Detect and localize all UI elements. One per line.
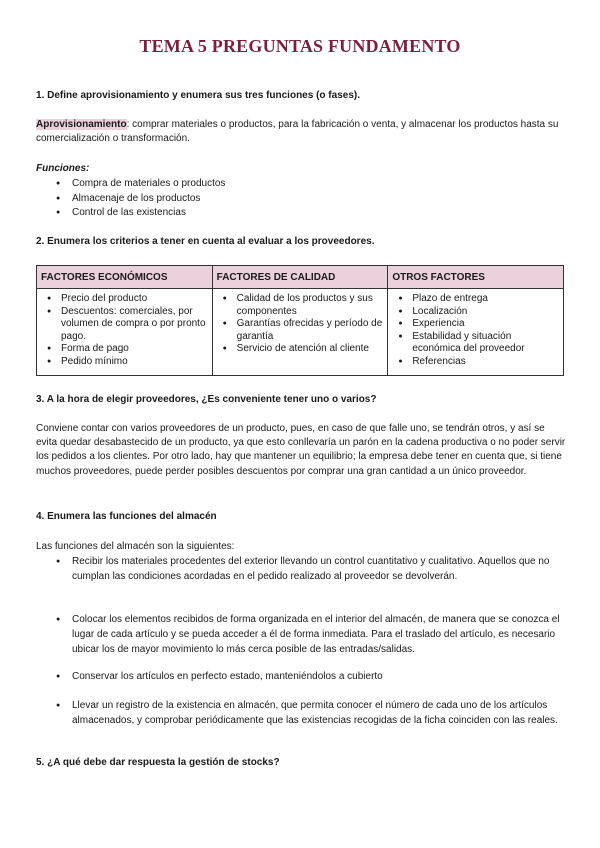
warehouse-functions-list: [56, 554, 561, 599]
warehouse-functions-list: [56, 669, 561, 684]
list-item: ● Descuentos: comerciales, por volumen de compra o por pronto pago.: [41, 306, 208, 344]
list-item: ● Calidad de los productos y sus componentes: [217, 293, 384, 318]
list-item: ● Referencias: [392, 356, 559, 369]
question-4: 4. Enumera las funciones del almacén: [36, 511, 217, 522]
definition-text: : comprar materiales o productos, para la fabricación o venta, y almacenar los productos hasta su comercialización o transformación.: [36, 119, 559, 145]
table-cell: [388, 289, 564, 376]
list-item: ● Forma de pago: [41, 343, 208, 356]
list-item: ● Conservar los artículos en perfecto estado, manteniéndolos a cubierto: [56, 669, 561, 684]
warehouse-functions-list: [56, 612, 561, 657]
question-2: 2. Enumera los criterios a tener en cuenta al evaluar a los proveedores.: [36, 236, 375, 247]
functions-list: [56, 177, 536, 221]
list-item: ● Localización: [392, 306, 559, 319]
list-item: ● Recibir los materiales procedentes del exterior llevando un control cuantitativo y cualitativo. Aquellos que no cumplan las condiciones acordadas en el pedido realizado al proveedor se devolverán.: [56, 554, 561, 599]
list-item: ● Plazo de entrega: [392, 293, 559, 306]
list-item: ● Servicio de atención al cliente: [217, 343, 384, 356]
warehouse-intro: Las funciones del almacén son la siguientes:: [36, 541, 235, 552]
list-item: ● Compra de materiales o productos: [56, 177, 536, 192]
question-3: 3. A la hora de elegir proveedores, ¿Es conveniente tener uno o varios?: [36, 394, 377, 405]
list-item: ● Garantías ofrecidas y período de garantía: [217, 318, 384, 343]
list-item: ● Colocar los elementos recibidos de forma organizada en el interior del almacén, de manera que se conozca el lugar de cada artículo y se pueda acceder a él de forma inmediata. Para el traslado del artículo, es necesario ubicar los de mayor movimiento lo más cerca posible de las entradas/salidas.: [56, 612, 561, 657]
table-header: OTROS FACTORES: [388, 266, 564, 289]
table-row: [37, 289, 564, 376]
warehouse-functions-list: [56, 698, 561, 728]
answer-3-paragraph: Conviene contar con varios proveedores de un producto, pues, en caso de que falle uno, se tendrán otros, y así se evita quedar desabastecido de un producto, ya que esto conllevaría un parón en la cadena productiva o no poder servir los pedidos a los clientes. Por otro lado, hay que mantener un equilibrio; la empresa debe tener en cuenta que, si tiene muchos proveedores, puede perder posibles descuentos por comprar una gran cantidad a un único proveedor.: [36, 423, 566, 477]
list-item: ● Precio del producto: [41, 293, 208, 306]
table-cell: [37, 289, 213, 376]
list-item: ● Control de las existencias: [56, 206, 536, 221]
question-5: 5. ¿A qué debe dar respuesta la gestión de stocks?: [36, 757, 280, 768]
criteria-table: [36, 265, 564, 376]
functions-label: Funciones:: [36, 163, 90, 174]
list-item: ● Estabilidad y situación económica del proveedor: [392, 331, 559, 356]
page-title: TEMA 5 PREGUNTAS FUNDAMENTO: [139, 36, 461, 56]
list-item: ● Llevar un registro de la existencia en almacén, que permita conocer el número de cada uno de los artículos almacenados, y comprobar periódicamente que las existencias recogidas de la ficha coinciden con las reales.: [56, 698, 561, 728]
highlighted-term: Aprovisionamiento: [36, 119, 127, 130]
question-1: 1. Define aprovisionamiento y enumera sus tres funciones (o fases).: [36, 90, 360, 101]
table-header: FACTORES DE CALIDAD: [212, 266, 388, 289]
list-item: ● Experiencia: [392, 318, 559, 331]
table-header-row: [37, 266, 564, 289]
table-cell: [212, 289, 388, 376]
list-item: ● Almacenaje de los productos: [56, 192, 536, 207]
definition-paragraph: [36, 118, 566, 146]
list-item: ● Pedido mínimo: [41, 356, 208, 369]
table-header: FACTORES ECONÓMICOS: [37, 266, 213, 289]
